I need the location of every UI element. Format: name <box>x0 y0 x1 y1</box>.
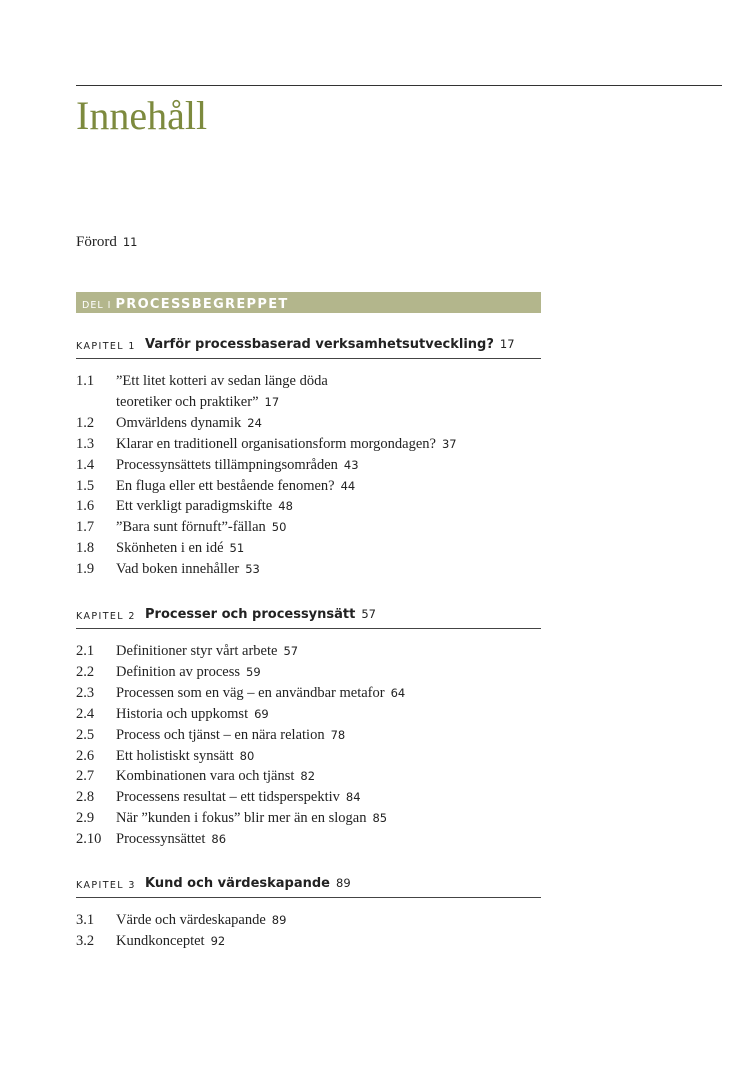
chapter-page: 89 <box>336 876 351 890</box>
part-title: PROCESSBEGREPPET <box>115 297 289 312</box>
entry-title-continued: teoretiker och praktiker” <box>116 393 259 410</box>
entry-title: En fluga eller ett bestående fenomen? <box>116 477 335 494</box>
chapter-heading <box>76 606 541 629</box>
entry-title: Processynsättets tillämpningsområden <box>116 456 338 473</box>
entry-number: 2.8 <box>76 789 95 806</box>
toc-entry <box>76 683 541 704</box>
toc-entry <box>76 910 541 931</box>
entry-number: 1.5 <box>76 477 95 494</box>
entry-number: 3.2 <box>76 932 95 949</box>
entry-title: Processynsättet <box>116 831 206 848</box>
page-title: Innehåll <box>76 93 208 138</box>
entry-title: När ”kunden i fokus” blir mer än en slogan <box>116 810 367 827</box>
toc-entry <box>76 787 541 808</box>
entry-number: 1.8 <box>76 540 95 557</box>
entry-title: Historia och uppkomst <box>116 705 249 722</box>
toc-entry <box>76 434 541 455</box>
part-prefix: DEL I <box>82 300 112 311</box>
toc-entry <box>76 496 541 517</box>
toc-entry <box>76 829 541 850</box>
entry-number: 2.9 <box>76 810 95 827</box>
chapter-1 <box>76 336 541 580</box>
entry-title: Omvärldens dynamik <box>116 414 242 431</box>
entry-page: 17 <box>264 394 280 409</box>
entry-page: 80 <box>239 748 255 763</box>
entry-page: 69 <box>254 706 269 721</box>
entry-page: 85 <box>372 811 388 826</box>
entry-title: Processens resultat – ett tidsperspektiv <box>116 789 340 806</box>
entry-page: 92 <box>210 933 226 948</box>
toc-entry <box>76 517 541 538</box>
entry-number: 2.1 <box>76 643 95 659</box>
entry-title: Processen som en väg – en användbar metafor <box>116 684 385 701</box>
toc-entry <box>76 725 541 746</box>
entry-title: Ett holistiskt synsätt <box>116 747 234 764</box>
part-banner <box>76 292 541 313</box>
entry-number: 3.1 <box>76 912 95 928</box>
chapter-label: KAPITEL 2 <box>76 611 136 622</box>
entry-number: 2.5 <box>76 726 95 743</box>
entry-page: 53 <box>245 562 260 577</box>
chapter-label: KAPITEL 3 <box>76 880 136 891</box>
chapter-title: Varför processbaserad verksamhetsutveckling? 17 <box>145 337 515 352</box>
entry-page: 89 <box>271 913 287 927</box>
entry-page: 43 <box>343 457 359 472</box>
toc-entry <box>76 413 541 434</box>
entry-page: 24 <box>247 415 262 430</box>
toc-entry <box>76 746 541 767</box>
chapter-2 <box>76 606 541 850</box>
entry-page: 84 <box>345 790 361 805</box>
foreword-page: 11 <box>122 235 138 249</box>
entry-page: 86 <box>211 832 227 847</box>
entry-title: Definition av process <box>116 663 241 680</box>
entry-title: Definitioner styr vårt arbete <box>116 643 278 659</box>
entry-page: 64 <box>390 685 406 700</box>
entry-page: 44 <box>340 478 356 493</box>
chapter-title: Processer och processynsätt 57 <box>145 607 376 622</box>
entry-number: 1.2 <box>76 414 95 431</box>
toc-entry <box>76 641 541 662</box>
toc-entry <box>76 371 541 413</box>
entry-title: Kundkonceptet <box>116 932 205 949</box>
entry-title: Vad boken innehåller <box>116 561 240 578</box>
entry-number: 2.2 <box>76 663 95 680</box>
entry-title: Klarar en traditionell organisationsform morgondagen? <box>116 435 436 452</box>
entry-page: 59 <box>246 664 261 679</box>
toc-entry <box>76 662 541 683</box>
entry-number: 2.3 <box>76 684 95 701</box>
entry-title: Ett verkligt paradigmskifte <box>116 498 273 515</box>
toc-entry <box>76 559 541 580</box>
entry-number: 2.7 <box>76 768 95 785</box>
entry-number: 2.10 <box>76 831 102 848</box>
entry-title: ”Bara sunt förnuft”-fällan <box>116 519 266 536</box>
foreword-entry <box>76 232 137 252</box>
entry-page: 82 <box>300 769 316 784</box>
chapter-label: KAPITEL 1 <box>76 341 136 352</box>
toc-entry <box>76 931 541 952</box>
chapter-page: 57 <box>361 607 376 621</box>
entry-number: 2.6 <box>76 747 95 764</box>
entry-number: 2.4 <box>76 705 95 722</box>
chapter-title: Kund och värdeskapande 89 <box>145 876 351 891</box>
entry-number: 1.7 <box>76 519 95 536</box>
toc-entry <box>76 766 541 787</box>
toc-entry <box>76 538 541 559</box>
chapter-page: 17 <box>499 337 515 351</box>
entry-page: 57 <box>283 644 299 658</box>
entry-page: 78 <box>330 727 346 742</box>
foreword-label: Förord <box>76 234 117 250</box>
entry-page: 37 <box>441 436 457 451</box>
entry-number: 1.6 <box>76 498 95 515</box>
toc-entry <box>76 455 541 476</box>
entry-number: 1.3 <box>76 435 95 452</box>
entry-title: Kombinationen vara och tjänst <box>116 768 295 785</box>
entry-title: Skönheten i en idé <box>116 540 224 557</box>
toc-entry <box>76 808 541 829</box>
entry-number: 1.9 <box>76 561 95 578</box>
toc-entry <box>76 704 541 725</box>
entry-page: 51 <box>229 541 245 556</box>
top-rule <box>76 85 722 86</box>
chapter-heading <box>76 336 541 359</box>
toc-entry <box>76 476 541 497</box>
chapter-3 <box>76 875 541 952</box>
entry-title: Värde och värdeskapande <box>116 912 266 928</box>
entry-title: Process och tjänst – en nära relation <box>116 726 325 743</box>
entry-page: 50 <box>271 520 287 535</box>
entry-title: ”Ett litet kotteri av sedan länge döda <box>116 373 328 389</box>
chapter-heading <box>76 875 541 898</box>
entry-number: 1.1 <box>76 373 95 389</box>
entry-page: 48 <box>278 499 293 514</box>
entry-number: 1.4 <box>76 456 95 473</box>
